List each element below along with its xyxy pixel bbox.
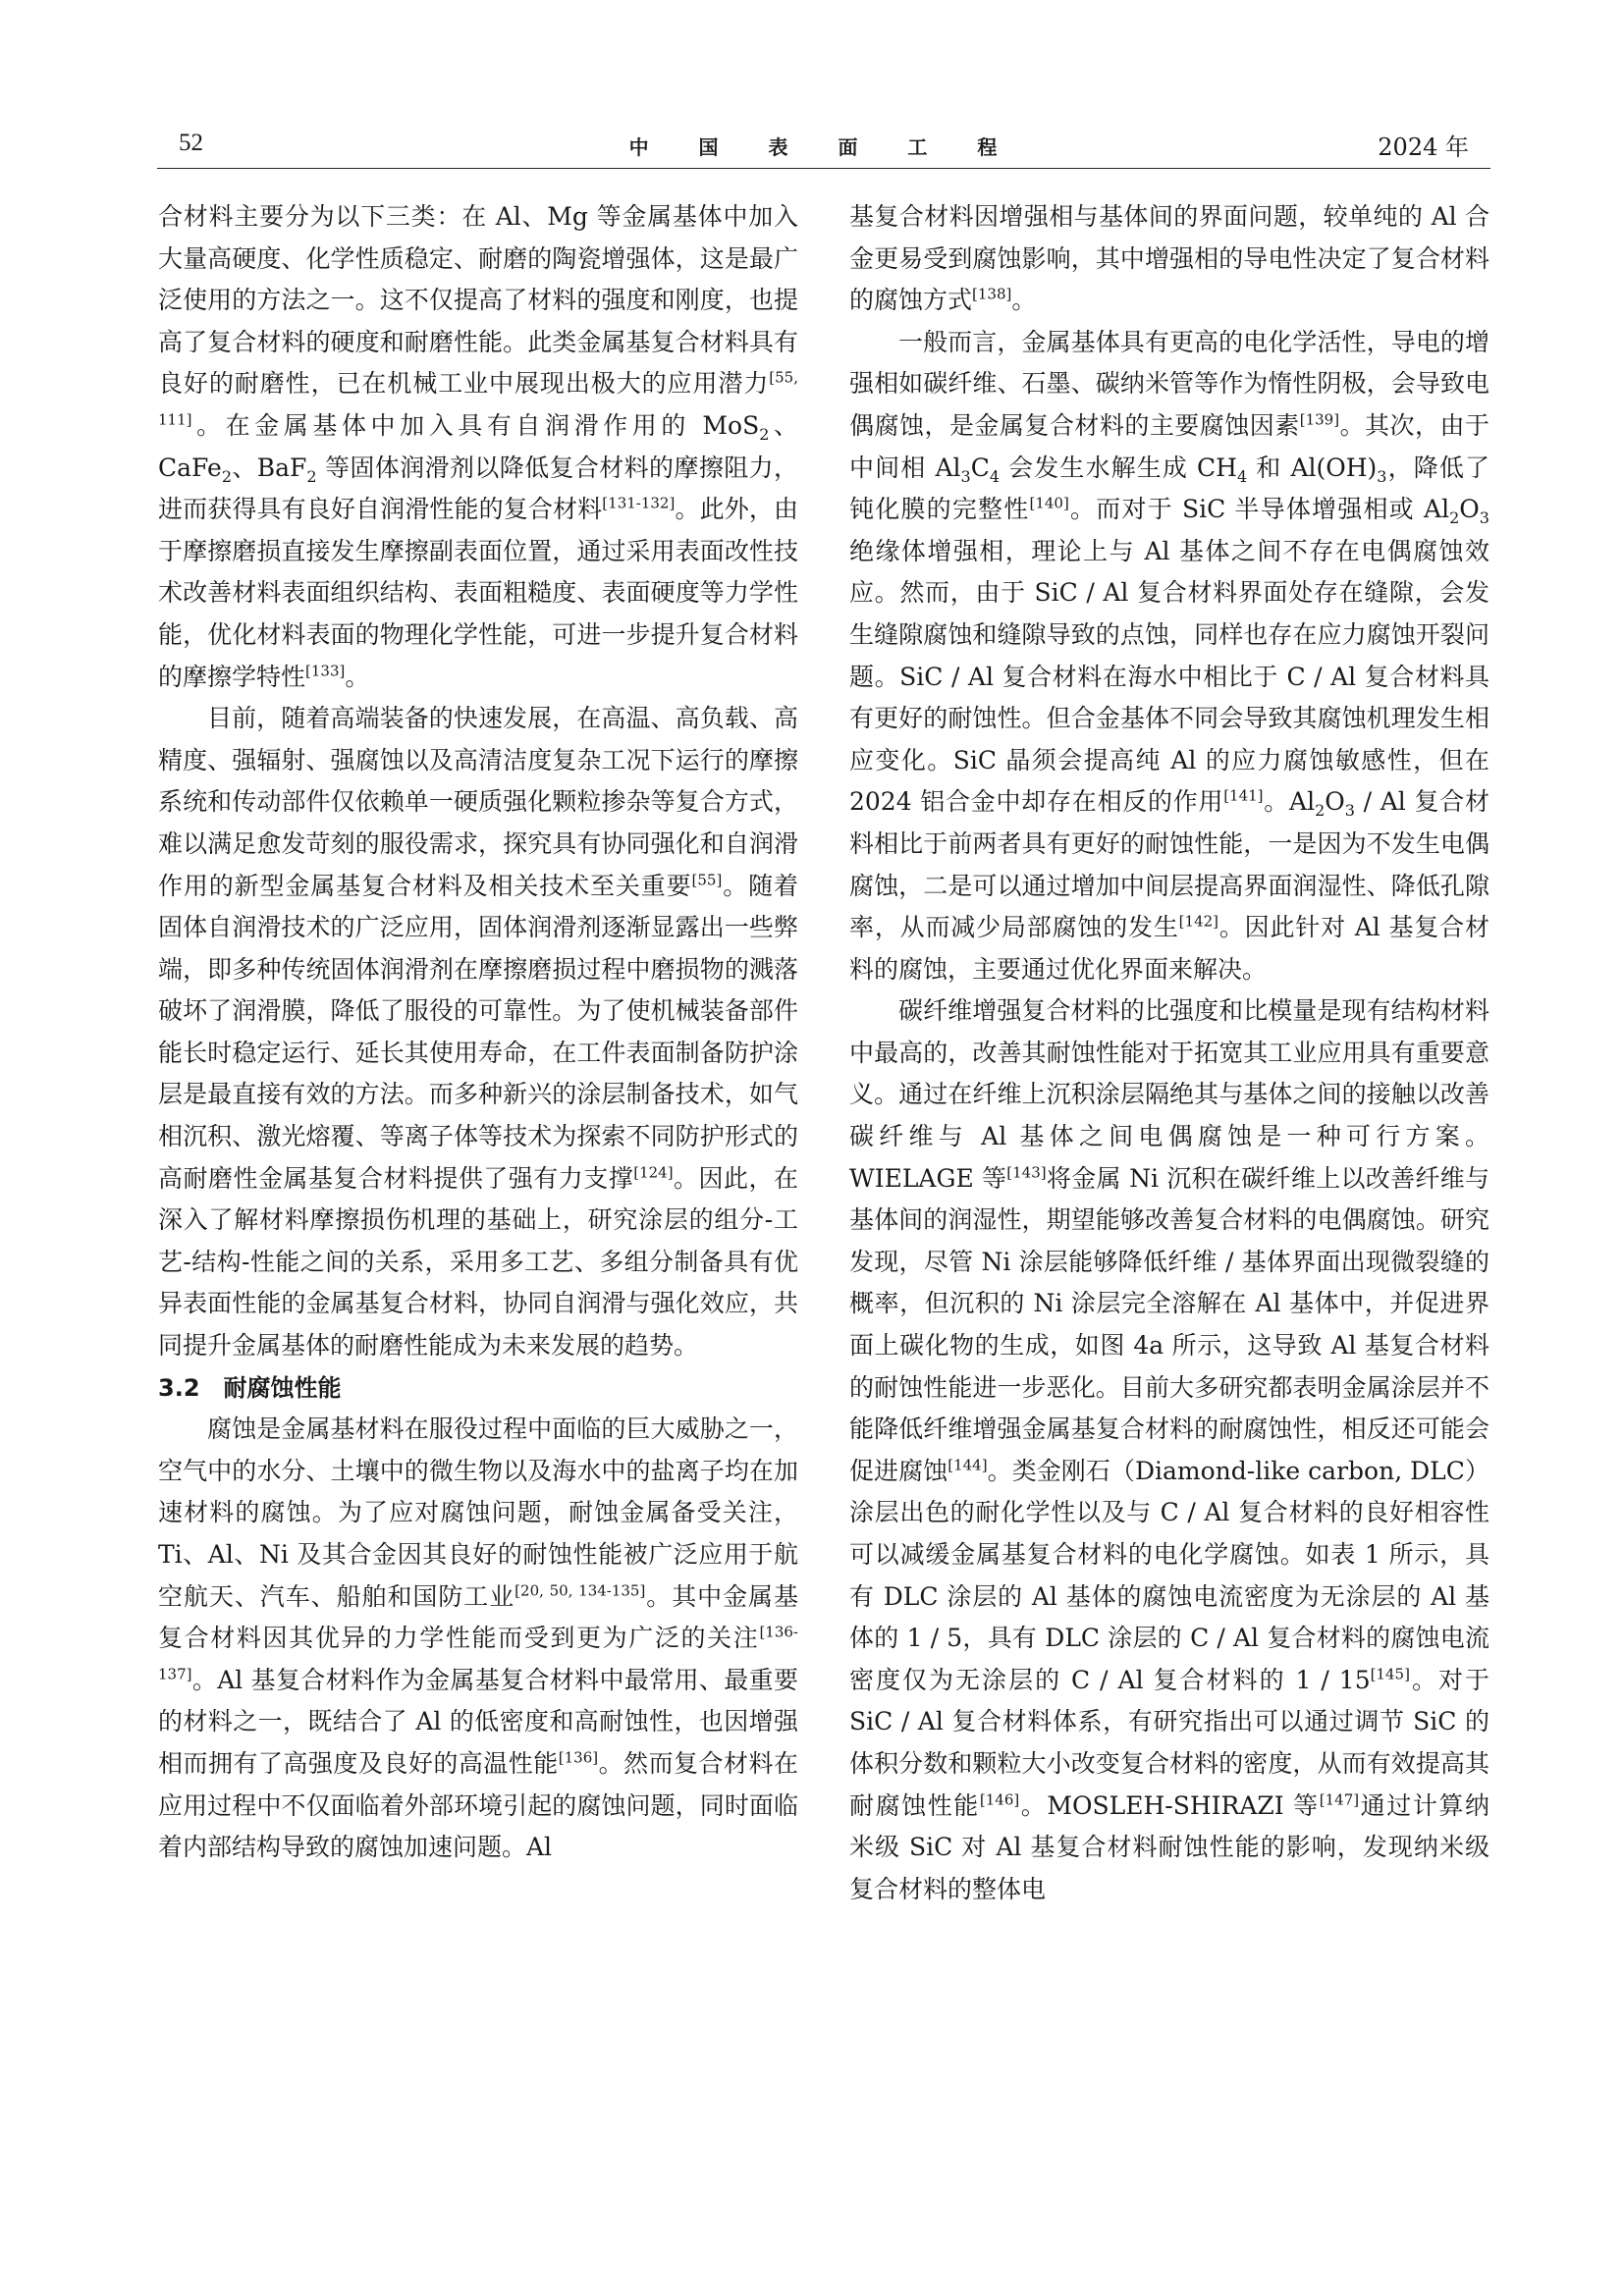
- page-number: 52: [179, 130, 203, 156]
- left-column: [158, 196, 798, 1869]
- right-column: [849, 196, 1489, 1910]
- issue-year: 2024 年: [1378, 133, 1469, 161]
- paragraph: 合材料主要分为以下三类：在 Al、Mg 等金属基体中加入大量高硬度、化学性质稳定、耐磨的陶瓷增强体，这是最广泛使用的方法之一。这不仅提高了材料的强度和刚度，也提高了复合材料的硬度和耐磨性能。此类金属基复合材料具有良好的耐磨性，已在机械工业中展现出极大的应用潜力[55, 111]。在金属基体中加入具有自润滑作用的 MoS$_2$、CaFe$_2$、BaF$_2$ 等固体润滑剂以降低复合材料的摩擦阻力，进而获得具有良好自润滑性能的复合材料[131-132]。此外，由于摩擦磨损直接发生摩擦副表面位置，通过采用表面改性技术改善材料表面组织结构、表面粗糙度、表面硬度等力学性能，优化材料表面的物理化学性能，可进一步提升复合材料的摩擦学特性[133]。: [158, 202, 799, 691]
- paragraph: 目前，随着高端装备的快速发展，在高温、高负载、高精度、强辐射、强腐蚀以及高清洁度复杂工况下运行的摩擦系统和传动部件仅依赖单一硬质强化颗粒掺杂等复合方式，难以满足愈发苛刻的服役需求，探究具有协同强化和自润滑作用的新型金属基复合材料及相关技术至关重要[55]。随着固体自润滑技术的广泛应用，固体润滑剂逐渐显露出一些弊端，即多种传统固体润滑剂在摩擦磨损过程中磨损物的溅落破坏了润滑膜，降低了服役的可靠性。为了使机械装备部件能长时稳定运行、延长其使用寿命，在工件表面制备防护涂层是最直接有效的方法。而多种新兴的涂层制备技术，如气相沉积、激光熔覆、等离子体等技术为探索不同防护形式的高耐磨性金属基复合材料提供了强有力支撑[124]。因此，在深入了解材料摩擦损伤机理的基础上，研究涂层的组分-工艺-结构-性能之间的关系，采用多工艺、多组分制备具有优异表面性能的金属基复合材料，协同自润滑与强化效应，共同提升金属基体的耐磨性能成为未来发展的趋势。: [158, 704, 798, 1361]
- running-header: [157, 126, 1490, 167]
- paragraph: 基复合材料因增强相与基体间的界面问题，较单纯的 Al 合金更易受到腐蚀影响，其中增强相的导电性决定了复合材料的腐蚀方式[138]。: [849, 202, 1489, 315]
- paragraph: 碳纤维增强复合材料的比强度和比模量是现有结构材料中最高的，改善其耐蚀性能对于拓宽其工业应用具有重要意义。通过在纤维上沉积涂层隔绝其与基体之间的接触以改善碳纤维与 Al 基体之间电偶腐蚀是一种可行方案。WIELAGE 等[143]将金属 Ni 沉积在碳纤维上以改善纤维与基体间的润湿性，期望能够改善复合材料的电偶腐蚀。研究发现，尽管 Ni 涂层能够降低纤维 / 基体界面出现微裂缝的概率，但沉积的 Ni 涂层完全溶解在 Al 基体中，并促进界面上碳化物的生成，如图 4a 所示，这导致 Al 基复合材料的耐蚀性能进一步恶化。目前大多研究都表明金属涂层并不能降低纤维增强金属基复合材料的耐腐蚀性，相反还可能会促进腐蚀[144]。类金刚石（Diamond-like carbon, DLC）涂层出色的耐化学性以及与 C / Al 复合材料的良好相容性可以减缓金属基复合材料的电化学腐蚀。如表 1 所示，具有 DLC 涂层的 Al 基体的腐蚀电流密度为无涂层的 Al 基体的 1 / 5，具有 DLC 涂层的 C / Al 复合材料的腐蚀电流密度仅为无涂层的 C / Al 复合材料的 1 / 15[145]。对于 SiC / Al 复合材料体系，有研究指出可以通过调节 SiC 的体积分数和颗粒大小改变复合材料的密度，从而有效提高其耐腐蚀性能[146]。MOSLEH-SHIRAZI 等[147]通过计算纳米级 SiC 对 Al 基复合材料耐蚀性能的影响，发现纳米级复合材料的整体电: [849, 996, 1490, 1903]
- header-rule: [157, 168, 1490, 169]
- section-heading: 3.2 耐腐蚀性能: [158, 1373, 342, 1402]
- paragraph: 腐蚀是金属基材料在服役过程中面临的巨大威胁之一，空气中的水分、土壤中的微生物以及海水中的盐离子均在加速材料的腐蚀。为了应对腐蚀问题，耐蚀金属备受关注，Ti、Al、Ni 及其合金因其良好的耐蚀性能被广泛应用于航空航天、汽车、船舶和国防工业[20, 50, 134-135]。其中金属基复合材料因其优异的力学性能而受到更为广泛的关注[136-137]。Al 基复合材料作为金属基复合材料中最常用、最重要的材料之一，既结合了 Al 的低密度和高耐蚀性，也因增强相而拥有了高强度及良好的高温性能[136]。然而复合材料在应用过程中不仅面临着外部环境引起的腐蚀问题，同时面临着内部结构导致的腐蚀加速问题。Al: [158, 1415, 798, 1862]
- paragraph: 一般而言，金属基体具有更高的电化学活性，导电的增强相如碳纤维、石墨、碳纳米管等作为惰性阴极，会导致电偶腐蚀，是金属复合材料的主要腐蚀因素[139]。其次，由于中间相 $Al_3C_4$ 会发生水解生成 $CH_4$ 和 $Al(OH)_3$，降低了钝化膜的完整性[140]。而对于 SiC 半导体增强相或 $Al_2O_3$ 绝缘体增强相，理论上与 Al 基体之间不存在电偶腐蚀效应。然而，由于 SiC / Al 复合材料界面处存在缝隙，会发生缝隙腐蚀和缝隙导致的点蚀，同样也存在应力腐蚀开裂问题。SiC / Al 复合材料在海水中相比于 C / Al 复合材料具有更好的耐蚀性。但合金基体不同会导致其腐蚀机理发生相应变化。SiC 晶须会提高纯 Al 的应力腐蚀敏感性，但在 2024 铝合金中却存在相反的作用[141]。$Al_2O_3$ / Al 复合材料相比于前两者具有更好的耐蚀性能，一是因为不发生电偶腐蚀，二是可以通过增加中间层提高界面润湿性、降低孔隙率，从而减少局部腐蚀的发生[142]。因此针对 Al 基复合材料的腐蚀，主要通过优化界面来解决。: [849, 327, 1489, 984]
- journal-title: 中 国 表 面 工 程: [628, 135, 1019, 159]
